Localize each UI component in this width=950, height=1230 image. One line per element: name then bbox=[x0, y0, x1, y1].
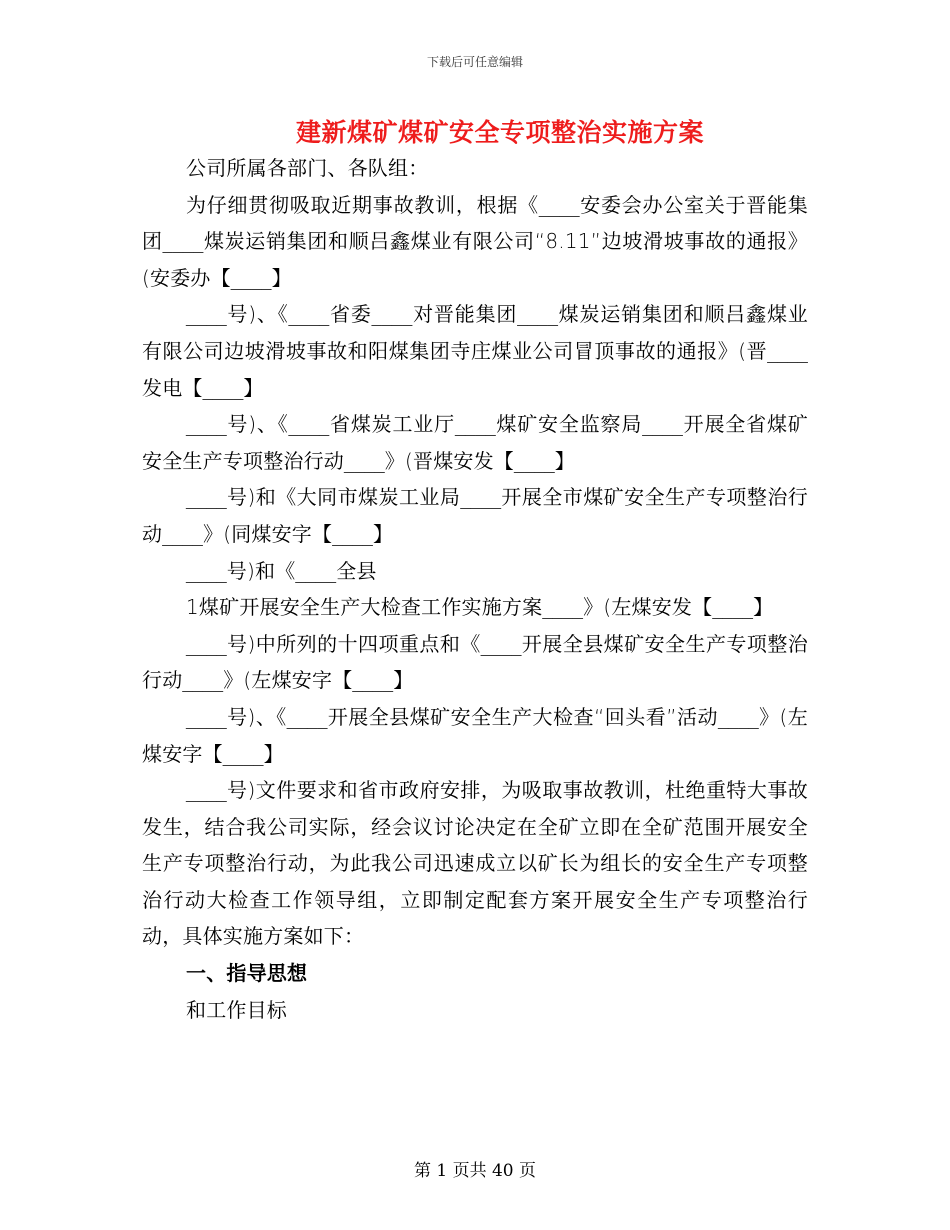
document-title: 建新煤矿煤矿安全专项整治实施方案 bbox=[295, 118, 704, 147]
paragraph-intro: 为仔细贯彻吸取近期事故教训，根据《____安委会办公室关于晋能集团____煤炭运销集团和顺吕鑫煤业有限公司“8.11”边坡滑坡事故的通报》(安委办【____】 bbox=[142, 192, 808, 290]
header-note: 下载后可任意编辑 bbox=[426, 55, 523, 69]
paragraph-reference-8: ____号)、《____开展全县煤矿安全生产大检查“回头看”活动____》(左煤安字【____】 bbox=[142, 704, 808, 766]
paragraph-plan: ____号)文件要求和省市政府安排，为吸取事故教训，杜绝重特大事故发生，结合我公司实际，经会议讨论决定在全矿立即在全矿范围开展安全生产专项整治行动，为此我公司迅速成立以矿长为组长的安全生产专项整治行动大检查工作领导组，立即制定配套方案开展安全生产专项整治行动，具体实施方案如下： bbox=[142, 778, 808, 949]
document-body bbox=[142, 150, 808, 1028]
paragraph-reference-7: ____号)中所列的十四项重点和《____开展全县煤矿安全生产专项整治行动____》(左煤安字【____】 bbox=[142, 631, 808, 693]
section-heading: 一、指导思想 bbox=[186, 961, 308, 986]
paragraph-reference-2: ____号)、《____省委____对晋能集团____煤炭运销集团和顺吕鑫煤业有限公司边坡滑坡事故和阳煤集团寺庄煤业公司冒顶事故的通报》(晋____发电【____】 bbox=[142, 302, 808, 400]
paragraph-reference-4: ____号)和《大同市煤炭工业局____开展全市煤矿安全生产专项整治行动____》(同煤安字【____】 bbox=[142, 485, 808, 546]
paragraph-salutation: 公司所属各部门、各队组： bbox=[186, 156, 429, 180]
paragraph-reference-3: ____号)、《____省煤炭工业厅____煤矿安全监察局____开展全省煤矿安全生产专项整治行动____》(晋煤安发【____】 bbox=[142, 412, 808, 473]
paragraph-reference-6: 1煤矿开展安全生产大检查工作实施方案____》(左煤安发【____】 bbox=[186, 595, 774, 620]
paragraph-continuation: 和工作目标 bbox=[186, 997, 287, 1022]
page-number: 第 1 页共 40 页 bbox=[413, 1161, 537, 1181]
paragraph-reference-5: ____号)和《____全县 bbox=[186, 558, 377, 583]
